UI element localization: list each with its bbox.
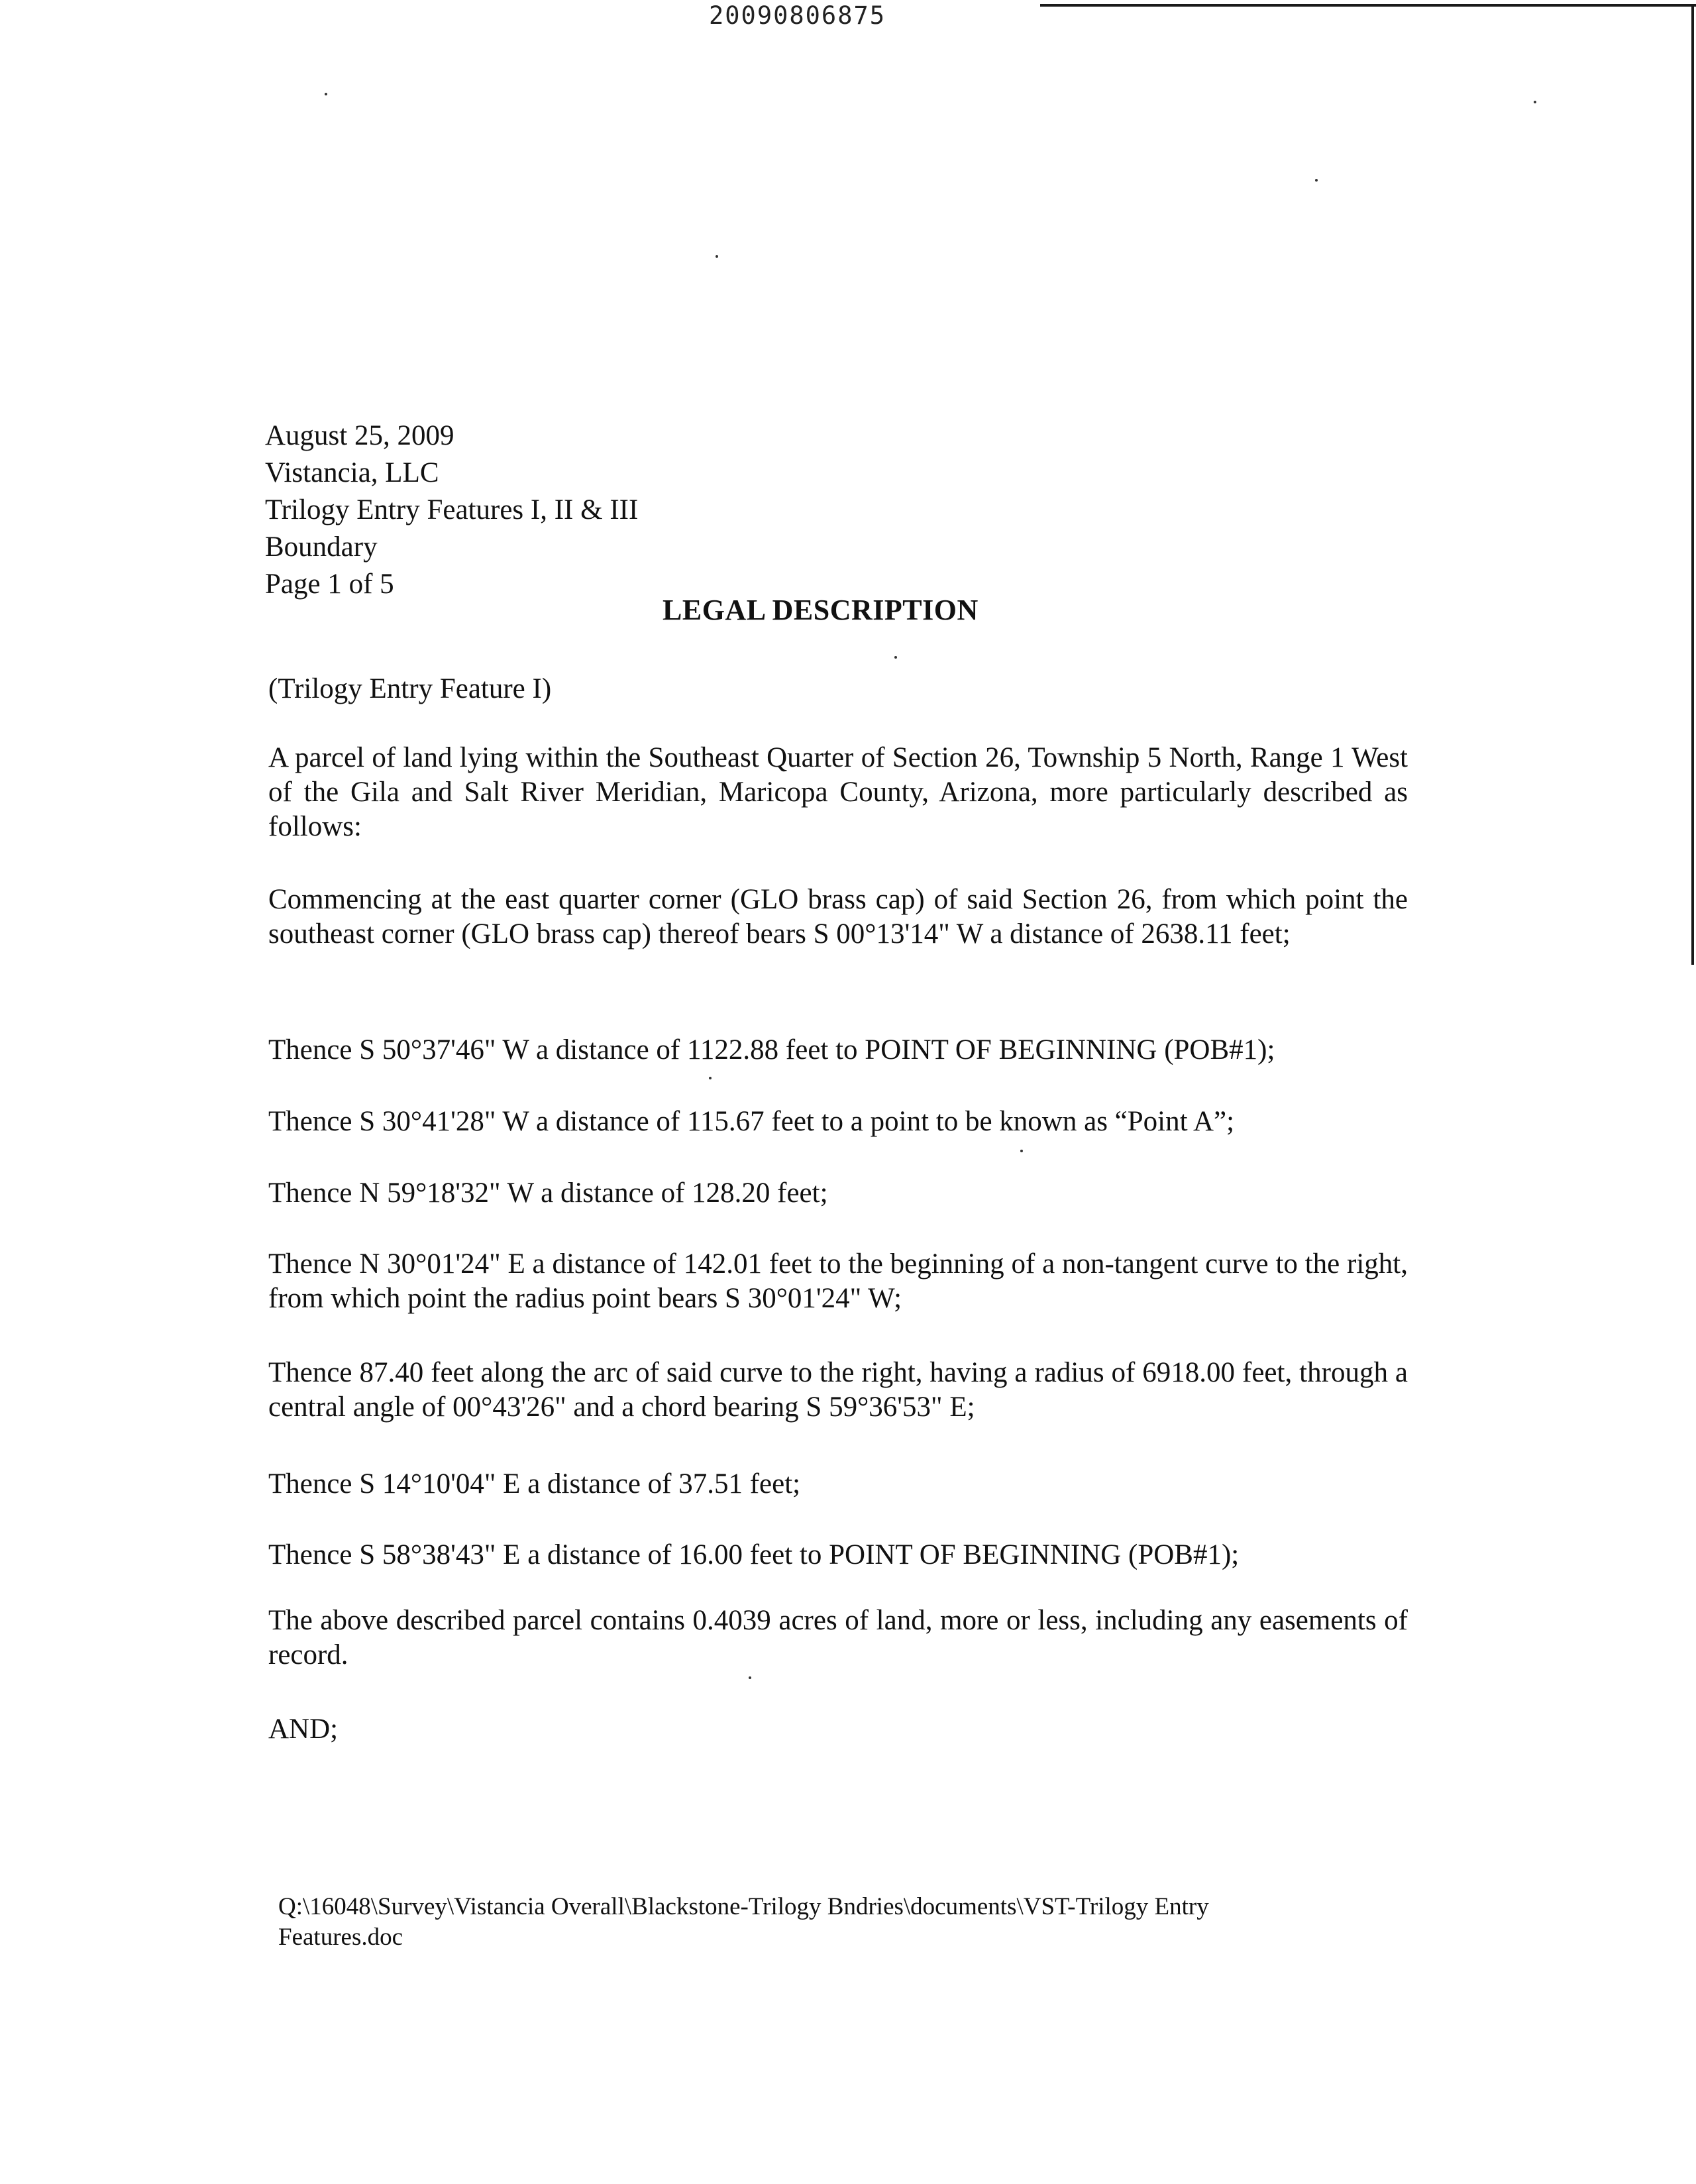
call-4: Thence N 30°01'24" E a distance of 142.01 feet to the beginning of a non-tangent curve to the right, from which point the radius point bears S 30°01'24" W; xyxy=(268,1248,1408,1314)
recording-number: 20090806875 xyxy=(709,1,886,30)
scan-speck xyxy=(1020,1150,1023,1152)
page-title: LEGAL DESCRIPTION xyxy=(662,594,979,626)
scan-speck xyxy=(749,1676,751,1679)
header-date: August 25, 2009 xyxy=(265,420,454,451)
call-1: Thence S 50°37'46" W a distance of 1122.88 feet to POINT OF BEGINNING (POB#1); xyxy=(268,1034,1275,1065)
scan-speck xyxy=(709,1077,712,1079)
scan-speck xyxy=(325,93,327,95)
intro-paragraph: A parcel of land lying within the Southeast Quarter of Section 26, Township 5 North, Range 1 West of the Gila and Salt River Meridian, Maricopa County, Arizona, more particularly described as follows: xyxy=(268,742,1408,842)
commencing-paragraph: Commencing at the east quarter corner (GLO brass cap) of said Section 26, from which point the southeast corner (GLO brass cap) thereof bears S 00°13'14" W a distance of 2638.11 feet; xyxy=(268,884,1408,950)
call-5: Thence 87.40 feet along the arc of said curve to the right, having a radius of 6918.00 feet, through a central angle of 00°43'26" and a chord bearing S 59°36'53" E; xyxy=(268,1357,1408,1423)
call-6: Thence S 14°10'04" E a distance of 37.51 feet; xyxy=(268,1468,801,1500)
header-type: Boundary xyxy=(265,531,378,563)
header-company: Vistancia, LLC xyxy=(265,457,439,488)
scan-speck xyxy=(894,656,897,659)
scan-edge-right xyxy=(1691,4,1694,965)
scan-edge-top xyxy=(1040,4,1696,7)
header-page: Page 1 of 5 xyxy=(265,569,394,600)
letter-header xyxy=(265,417,638,603)
header-project: Trilogy Entry Features I, II & III xyxy=(265,494,639,525)
scan-speck xyxy=(716,255,718,258)
section-label: (Trilogy Entry Feature I) xyxy=(268,673,552,704)
call-2: Thence S 30°41'28" W a distance of 115.67 feet to a point to be known as “Point A”; xyxy=(268,1106,1235,1137)
area-paragraph: The above described parcel contains 0.4039 acres of land, more or less, including any easements of record. xyxy=(268,1605,1408,1670)
call-7: Thence S 58°38'43" E a distance of 16.00 feet to POINT OF BEGINNING (POB#1); xyxy=(268,1539,1240,1570)
footer-path-line-2: Features.doc xyxy=(278,1924,403,1951)
conjunction: AND; xyxy=(268,1714,339,1745)
call-3: Thence N 59°18'32" W a distance of 128.20 feet; xyxy=(268,1177,828,1209)
footer-path-line-1: Q:\16048\Survey\Vistancia Overall\Blackstone-Trilogy Bndries\documents\VST-Trilogy Entry xyxy=(278,1893,1209,1920)
file-path-footer xyxy=(278,1892,1338,1953)
scan-speck xyxy=(1315,179,1318,182)
scan-speck xyxy=(1534,101,1536,103)
